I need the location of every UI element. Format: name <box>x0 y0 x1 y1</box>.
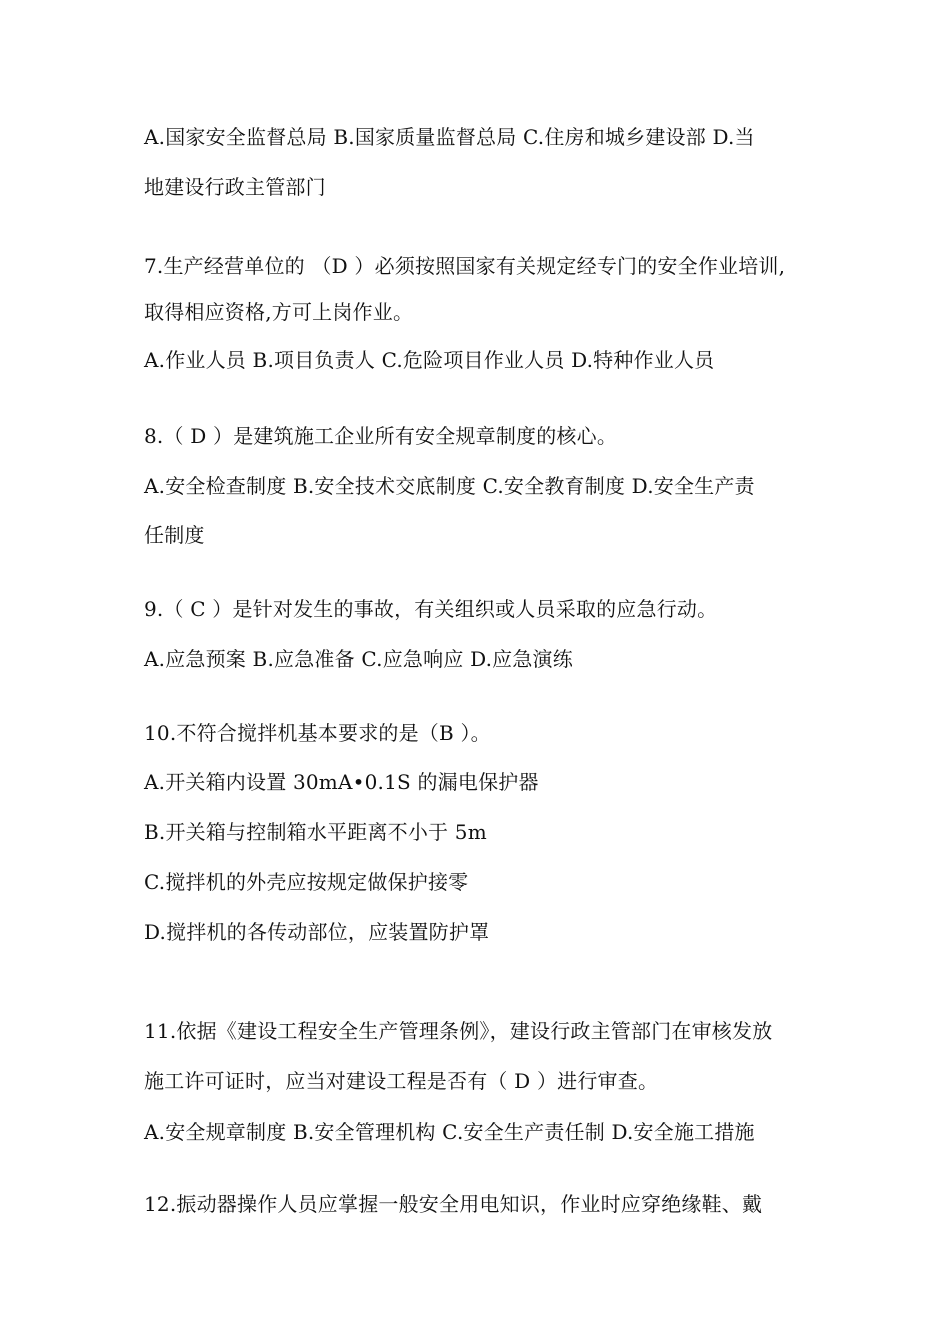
q10-option-d: D.搅拌机的各传动部位，应装置防护罩 <box>144 920 490 944</box>
q6-options-line-2: 地建设行政主管部门 <box>144 175 326 199</box>
q12-question-line-1: 12.振动器操作人员应掌握一般安全用电知识，作业时应穿绝缘鞋、戴 <box>144 1192 763 1216</box>
q8-options-line-2: 任制度 <box>144 523 205 547</box>
q9-question: 9.（ C ）是针对发生的事故，有关组织或人员采取的应急行动。 <box>144 597 718 621</box>
q10-option-a: A.开关箱内设置 30mA•0.1S 的漏电保护器 <box>144 770 539 794</box>
q8-options-line-1: A.安全检查制度 B.安全技术交底制度 C.安全教育制度 D.安全生产责 <box>144 474 755 498</box>
q9-options: A.应急预案 B.应急准备 C.应急响应 D.应急演练 <box>144 647 573 671</box>
q6-options-line-1: A.国家安全监督总局 B.国家质量监督总局 C.住房和城乡建设部 D.当 <box>144 125 755 149</box>
q7-question-line-2: 取得相应资格,方可上岗作业。 <box>144 300 414 324</box>
q10-option-b: B.开关箱与控制箱水平距离不小于 5m <box>144 820 487 844</box>
q10-question: 10.不符合搅拌机基本要求的是（B ）。 <box>144 721 491 745</box>
q11-options: A.安全规章制度 B.安全管理机构 C.安全生产责任制 D.安全施工措施 <box>144 1120 755 1144</box>
q8-question: 8.（ D ）是建筑施工企业所有安全规章制度的核心。 <box>144 424 618 448</box>
q7-question-line-1: 7.生产经营单位的 （D ）必须按照国家有关规定经专门的安全作业培训, <box>144 254 786 278</box>
q10-option-c: C.搅拌机的外壳应按规定做保护接零 <box>144 870 469 894</box>
q7-options: A.作业人员 B.项目负责人 C.危险项目作业人员 D.特种作业人员 <box>144 348 715 372</box>
q11-question-line-1: 11.依据《建设工程安全生产管理条例》，建设行政主管部门在审核发放 <box>144 1019 773 1043</box>
q11-question-line-2: 施工许可证时，应当对建设工程是否有（ D ）进行审查。 <box>144 1069 659 1093</box>
